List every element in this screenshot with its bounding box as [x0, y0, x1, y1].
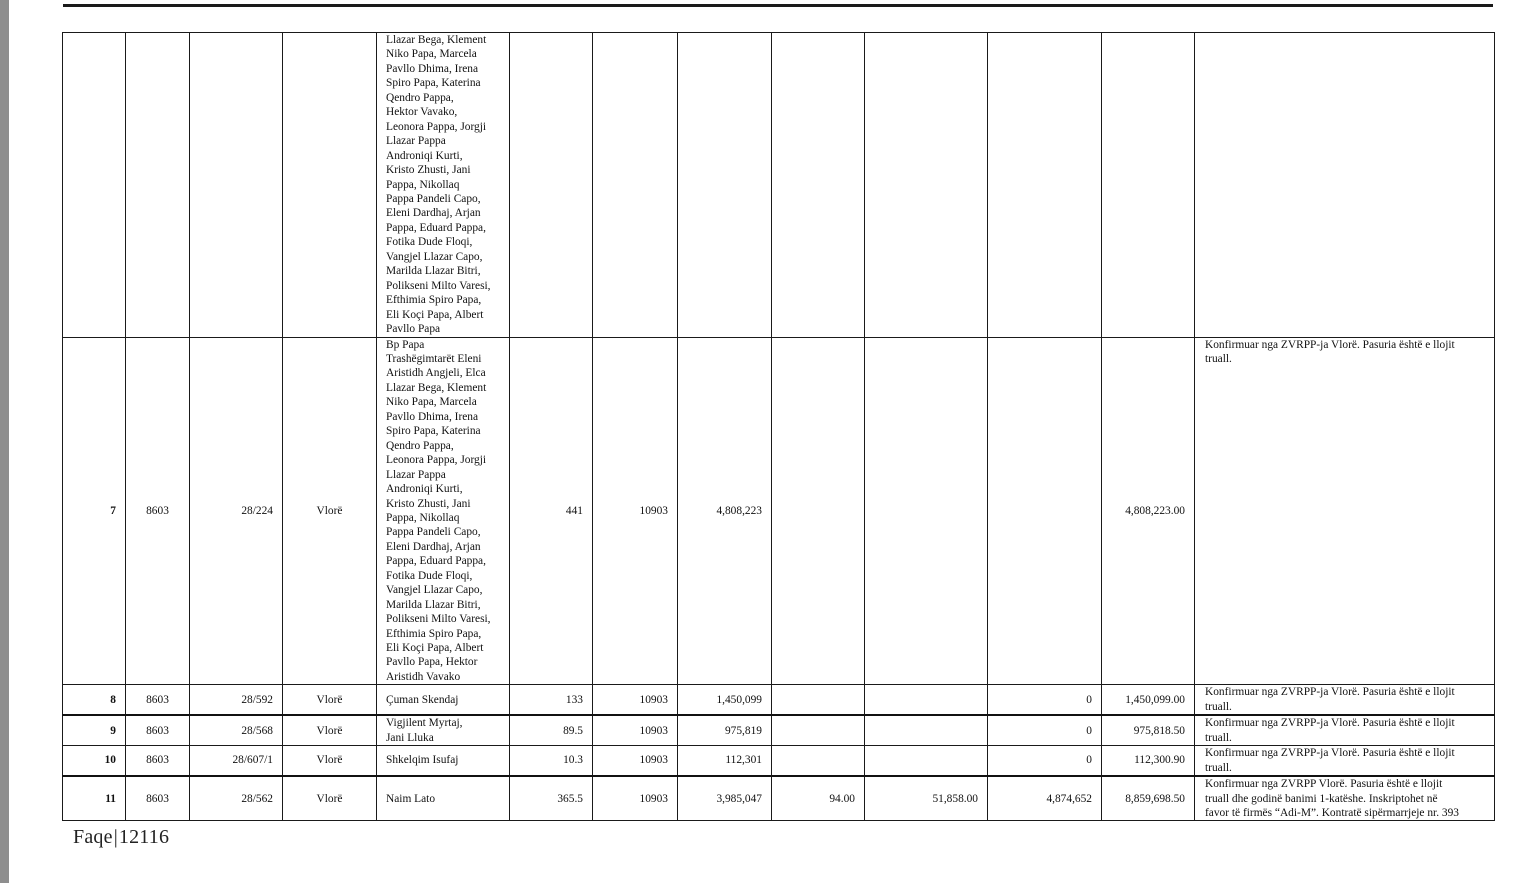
- owner-name-line: Bp Papa: [386, 338, 425, 351]
- owner-name-line: Pavllo Papa: [386, 323, 441, 336]
- cell-total-compensation: 975,818.50: [1102, 715, 1195, 745]
- remark-line: truall.: [1205, 731, 1232, 744]
- owner-name-line: Vigjilent Myrtaj,: [386, 717, 463, 730]
- cell-total-compensation: 8,859,698.50: [1102, 776, 1195, 821]
- cell-remarks: [1195, 685, 1495, 715]
- cell-building-unit-price: [865, 685, 988, 715]
- cell-parcel-number: 28/592: [190, 685, 283, 715]
- owner-name-line: Marilda Llazar Bitri,: [386, 598, 481, 611]
- footer-page-number: 12116: [118, 826, 170, 848]
- cell-total-compensation: 1,450,099.00: [1102, 685, 1195, 715]
- cell-parcel-number: 28/568: [190, 715, 283, 745]
- cell-parcel-number: 28/607/1: [190, 746, 283, 776]
- cell-city: Vlorë: [283, 776, 377, 821]
- owner-name-line: Efthimia Spiro Papa,: [386, 627, 482, 640]
- cell-city: [283, 33, 377, 338]
- cell-unit-price: 10903: [593, 337, 678, 685]
- owner-name-line: Pavllo Papa, Hektor: [386, 656, 478, 669]
- cell-building-value: 0: [988, 685, 1102, 715]
- cell-remarks: [1195, 337, 1495, 685]
- cell-area: 133: [510, 685, 593, 715]
- owner-name-line: Leonora Pappa, Jorgji: [386, 120, 487, 133]
- owner-name-line: Llazar Bega, Klement: [386, 34, 487, 46]
- cell-building-area: [772, 715, 865, 745]
- cell-unit-price: 10903: [593, 776, 678, 821]
- cell-cadastral-zone: 8603: [126, 715, 190, 745]
- cell-remarks: [1195, 746, 1495, 776]
- cell-unit-price: 10903: [593, 746, 678, 776]
- owner-name-line: Pavllo Dhima, Irena: [386, 410, 479, 423]
- owner-name-line: Fotika Dude Floqi,: [386, 569, 473, 582]
- cell-building-value: [988, 33, 1102, 338]
- cell-total-compensation: 4,808,223.00: [1102, 337, 1195, 685]
- owner-name-line: Pappa Pandeli Capo,: [386, 526, 481, 539]
- cell-remarks: [1195, 715, 1495, 745]
- owner-name-line: Qendro Pappa,: [386, 91, 454, 104]
- cell-owner-names: [377, 776, 510, 821]
- table-row: [63, 33, 1495, 338]
- cell-land-value: 3,985,047: [678, 776, 772, 821]
- table-row: [63, 337, 1495, 685]
- owner-name-line: Leonora Pappa, Jorgji: [386, 454, 487, 467]
- owner-name-line: Efthimia Spiro Papa,: [386, 294, 482, 307]
- cell-building-area: [772, 337, 865, 685]
- cell-land-value: [678, 33, 772, 338]
- table-row: [63, 685, 1495, 715]
- table-body: [63, 33, 1495, 821]
- cell-owner-names: [377, 715, 510, 745]
- owner-name-line: Eleni Dardhaj, Arjan: [386, 540, 481, 553]
- cell-area: [510, 33, 593, 338]
- owner-name-line: Pappa, Eduard Pappa,: [386, 221, 486, 234]
- cell-building-area: [772, 33, 865, 338]
- owner-name-line: Llazar Pappa: [386, 135, 446, 148]
- cell-owner-names: [377, 685, 510, 715]
- cell-city: Vlorë: [283, 715, 377, 745]
- cell-row-number: 9: [63, 715, 126, 745]
- cell-building-area: [772, 685, 865, 715]
- owner-name-line: Vangjel Llazar Capo,: [386, 250, 483, 263]
- owner-name-line: Çuman Skendaj: [386, 693, 459, 706]
- cell-building-value: [988, 337, 1102, 685]
- cell-parcel-number: [190, 33, 283, 338]
- cell-building-value: 0: [988, 746, 1102, 776]
- page-footer: [73, 826, 169, 849]
- cell-building-area: [772, 746, 865, 776]
- owner-name-line: Naim Lato: [386, 792, 436, 805]
- owner-name-line: Trashëgimtarët Eleni: [386, 352, 482, 365]
- footer-label: Faqe: [73, 826, 113, 848]
- cell-city: Vlorë: [283, 685, 377, 715]
- owner-name-line: Androniqi Kurti,: [386, 483, 463, 496]
- cell-remarks: [1195, 33, 1495, 338]
- cell-unit-price: 10903: [593, 715, 678, 745]
- cell-building-unit-price: [865, 337, 988, 685]
- cell-land-value: 112,301: [678, 746, 772, 776]
- owner-name-line: Marilda Llazar Bitri,: [386, 265, 481, 278]
- cell-cadastral-zone: 8603: [126, 685, 190, 715]
- cell-area: 89.5: [510, 715, 593, 745]
- cell-building-area: 94.00: [772, 776, 865, 821]
- cell-row-number: 11: [63, 776, 126, 821]
- owner-name-line: Pappa, Nikollaq: [386, 178, 460, 191]
- owner-name-line: Spiro Papa, Katerina: [386, 425, 481, 438]
- owner-name-line: Llazar Bega, Klement: [386, 381, 487, 394]
- cell-city: Vlorë: [283, 746, 377, 776]
- remark-line: truall.: [1205, 700, 1232, 713]
- cell-area: 10.3: [510, 746, 593, 776]
- owner-name-line: Llazar Pappa: [386, 468, 446, 481]
- cell-total-compensation: 112,300.90: [1102, 746, 1195, 776]
- cell-building-unit-price: [865, 715, 988, 745]
- table-row: [63, 776, 1495, 821]
- owner-name-line: Kristo Zhusti, Jani: [386, 497, 471, 510]
- owner-name-line: Aristidh Angjeli, Elca: [386, 367, 486, 380]
- cell-row-number: 10: [63, 746, 126, 776]
- remark-line: Konfirmuar nga ZVRPP-ja Vlorë. Pasuria është e llojit: [1205, 338, 1455, 351]
- property-table: [62, 32, 1495, 821]
- cell-building-unit-price: 51,858.00: [865, 776, 988, 821]
- cell-building-unit-price: [865, 33, 988, 338]
- owner-name-line: Pappa, Eduard Pappa,: [386, 555, 486, 568]
- owner-name-line: Hektor Vavako,: [386, 106, 458, 119]
- cell-row-number: [63, 33, 126, 338]
- remark-line: truall dhe godinë banimi 1-katëshe. Inskriptohet në: [1205, 792, 1438, 805]
- cell-owner-names: [377, 337, 510, 685]
- remark-line: Konfirmuar nga ZVRPP-ja Vlorë. Pasuria është e llojit: [1205, 747, 1455, 760]
- cell-unit-price: 10903: [593, 685, 678, 715]
- cell-area: 441: [510, 337, 593, 685]
- cell-total-compensation: [1102, 33, 1195, 338]
- owner-name-line: Niko Papa, Marcela: [386, 48, 477, 61]
- footer-separator: |: [113, 826, 118, 848]
- table-row: [63, 746, 1495, 776]
- owner-name-line: Eli Koçi Papa, Albert: [386, 642, 484, 655]
- cell-cadastral-zone: 8603: [126, 337, 190, 685]
- cell-parcel-number: 28/224: [190, 337, 283, 685]
- owner-name-line: Eleni Dardhaj, Arjan: [386, 207, 481, 220]
- owner-name-line: Pappa Pandeli Capo,: [386, 192, 481, 205]
- owner-name-line: Aristidh Vavako: [386, 670, 461, 683]
- owner-name-line: Spiro Papa, Katerina: [386, 77, 481, 90]
- owner-name-line: Qendro Pappa,: [386, 439, 454, 452]
- cell-land-value: 1,450,099: [678, 685, 772, 715]
- cell-cadastral-zone: [126, 33, 190, 338]
- owner-name-line: Pavllo Dhima, Irena: [386, 62, 479, 75]
- cell-unit-price: [593, 33, 678, 338]
- cell-remarks: [1195, 776, 1495, 821]
- cell-area: 365.5: [510, 776, 593, 821]
- cell-row-number: 7: [63, 337, 126, 685]
- cell-land-value: 975,819: [678, 715, 772, 745]
- cell-land-value: 4,808,223: [678, 337, 772, 685]
- owner-name-line: Jani Lluka: [386, 731, 434, 744]
- owner-name-line: Pappa, Nikollaq: [386, 511, 460, 524]
- cell-parcel-number: 28/562: [190, 776, 283, 821]
- owner-name-line: Shkelqim Isufaj: [386, 754, 459, 767]
- cell-city: Vlorë: [283, 337, 377, 685]
- remark-line: favor të firmës “Adi-M”. Kontratë sipërmarrjeje nr. 393: [1205, 807, 1459, 820]
- owner-name-line: Niko Papa, Marcela: [386, 396, 477, 409]
- owner-name-line: Vangjel Llazar Capo,: [386, 584, 483, 597]
- owner-name-line: Kristo Zhusti, Jani: [386, 164, 471, 177]
- cell-building-value: 0: [988, 715, 1102, 745]
- owner-name-line: Androniqi Kurti,: [386, 149, 463, 162]
- cell-owner-names: [377, 746, 510, 776]
- cell-cadastral-zone: 8603: [126, 776, 190, 821]
- table-row: [63, 715, 1495, 745]
- page-top-rule: [63, 4, 1493, 7]
- owner-name-line: Polikseni Milto Varesi,: [386, 613, 491, 626]
- owner-name-line: Fotika Dude Floqi,: [386, 236, 473, 249]
- owner-name-line: Eli Koçi Papa, Albert: [386, 308, 484, 321]
- cell-cadastral-zone: 8603: [126, 746, 190, 776]
- remark-line: Konfirmuar nga ZVRPP-ja Vlorë. Pasuria është e llojit: [1205, 686, 1455, 699]
- cell-building-unit-price: [865, 746, 988, 776]
- owner-name-line: Polikseni Milto Varesi,: [386, 279, 491, 292]
- cell-owner-names: [377, 33, 510, 338]
- viewer-left-edge: [0, 0, 9, 883]
- remark-line: Konfirmuar nga ZVRPP Vlorë. Pasuria është e llojit: [1205, 778, 1443, 791]
- cell-building-value: 4,874,652: [988, 776, 1102, 821]
- remark-line: truall.: [1205, 352, 1232, 365]
- cell-row-number: 8: [63, 685, 126, 715]
- remark-line: Konfirmuar nga ZVRPP-ja Vlorë. Pasuria është e llojit: [1205, 717, 1455, 730]
- remark-line: truall.: [1205, 761, 1232, 774]
